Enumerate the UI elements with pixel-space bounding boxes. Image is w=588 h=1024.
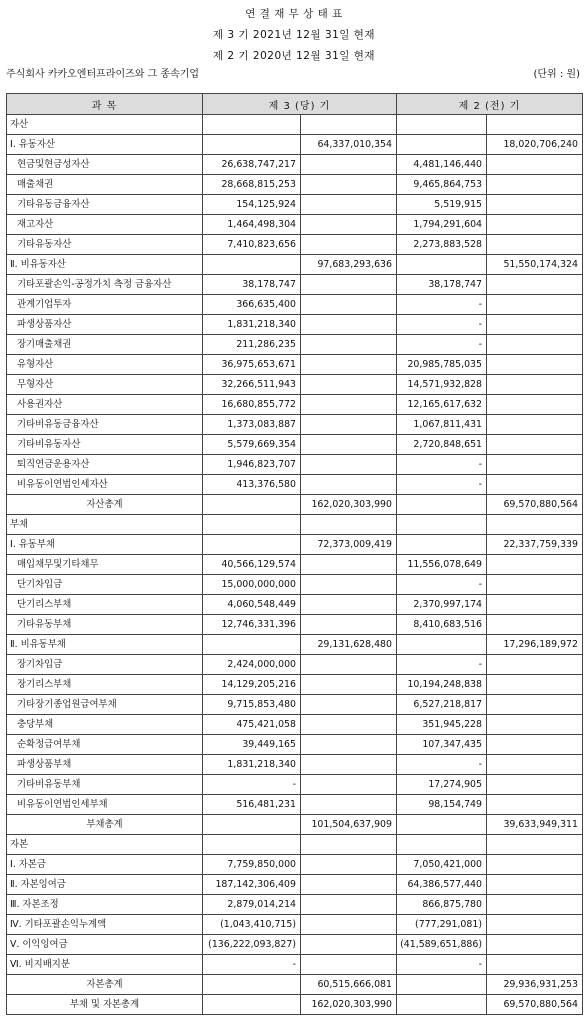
prior-total-amount: 51,550,174,324 (487, 255, 583, 275)
prior-total-amount (487, 115, 583, 135)
table-row (7, 535, 583, 555)
current-total-amount (301, 235, 397, 255)
prior-total-amount: 69,570,880,564 (487, 495, 583, 515)
current-total-amount: 64,337,010,354 (301, 135, 397, 155)
prior-detail-amount: - (397, 335, 487, 355)
current-detail-amount: 154,125,924 (203, 195, 301, 215)
account-label: 부채 및 자본총계 (7, 995, 203, 1015)
account-label: 비유동이연법인세자산 (7, 475, 203, 495)
account-label: 기타유동부채 (7, 615, 203, 635)
account-label: Ⅱ. 비유동부채 (7, 635, 203, 655)
table-row (7, 255, 583, 275)
account-label: 기타비유동자산 (7, 435, 203, 455)
table-row (7, 215, 583, 235)
prior-total-amount (487, 675, 583, 695)
account-label: 충당부채 (7, 715, 203, 735)
prior-total-amount: 22,337,759,339 (487, 535, 583, 555)
current-detail-amount: 366,635,400 (203, 295, 301, 315)
current-detail-amount: 39,449,165 (203, 735, 301, 755)
prior-detail-amount: 2,370,997,174 (397, 595, 487, 615)
table-row (7, 135, 583, 155)
header-account: 과 목 (7, 94, 203, 115)
current-total-amount (301, 315, 397, 335)
prior-total-amount (487, 595, 583, 615)
current-detail-amount: 187,142,306,409 (203, 875, 301, 895)
table-row (7, 955, 583, 975)
current-total-amount (301, 955, 397, 975)
table-header-row (7, 94, 583, 115)
current-total-amount: 162,020,303,990 (301, 495, 397, 515)
table-row (7, 175, 583, 195)
prior-detail-amount: 98,154,749 (397, 795, 487, 815)
table-row (7, 495, 583, 515)
period-current: 제 3 기 2021년 12월 31일 현재 (212, 29, 376, 41)
account-label: 자본총계 (7, 975, 203, 995)
prior-detail-amount (397, 255, 487, 275)
prior-total-amount (487, 355, 583, 375)
prior-total-amount (487, 475, 583, 495)
current-detail-amount: 475,421,058 (203, 715, 301, 735)
current-detail-amount (203, 535, 301, 555)
account-label: 현금및현금성자산 (7, 155, 203, 175)
prior-total-amount (487, 395, 583, 415)
account-label: 유형자산 (7, 355, 203, 375)
prior-detail-amount: - (397, 295, 487, 315)
table-row (7, 315, 583, 335)
prior-total-amount (487, 795, 583, 815)
current-detail-amount (203, 135, 301, 155)
prior-total-amount (487, 235, 583, 255)
account-label: 순확정급여부채 (7, 735, 203, 755)
current-total-amount (301, 195, 397, 215)
account-label: 매출채권 (7, 175, 203, 195)
prior-total-amount (487, 915, 583, 935)
account-label: Ⅲ. 자본조정 (7, 895, 203, 915)
table-row (7, 655, 583, 675)
current-total-amount (301, 415, 397, 435)
account-label: 비유동이연법인세부채 (7, 795, 203, 815)
prior-detail-amount: 6,527,218,817 (397, 695, 487, 715)
prior-detail-amount: 5,519,915 (397, 195, 487, 215)
table-row (7, 995, 583, 1015)
prior-detail-amount: 866,875,780 (397, 895, 487, 915)
current-total-amount (301, 215, 397, 235)
current-detail-amount: 2,424,000,000 (203, 655, 301, 675)
current-total-amount (301, 355, 397, 375)
account-label: 자본 (7, 835, 203, 855)
prior-detail-amount: (41,589,651,886) (397, 935, 487, 955)
current-detail-amount: 15,000,000,000 (203, 575, 301, 595)
table-row (7, 415, 583, 435)
prior-total-amount (487, 735, 583, 755)
table-body (7, 115, 583, 1015)
current-detail-amount (203, 995, 301, 1015)
unit-label: (단위 : 원) (533, 69, 580, 80)
prior-detail-amount: - (397, 755, 487, 775)
table-row (7, 895, 583, 915)
current-total-amount (301, 115, 397, 135)
current-detail-amount: 2,879,014,214 (203, 895, 301, 915)
table-row (7, 915, 583, 935)
current-total-amount (301, 755, 397, 775)
table-row (7, 975, 583, 995)
prior-total-amount (487, 435, 583, 455)
current-detail-amount (203, 495, 301, 515)
current-detail-amount: 413,376,580 (203, 475, 301, 495)
prior-detail-amount: 11,556,078,649 (397, 555, 487, 575)
current-total-amount (301, 275, 397, 295)
table-row (7, 195, 583, 215)
table-row (7, 575, 583, 595)
prior-detail-amount (397, 115, 487, 135)
prior-detail-amount: 8,410,683,516 (397, 615, 487, 635)
account-label: Ⅰ. 자본금 (7, 855, 203, 875)
prior-total-amount (487, 215, 583, 235)
company-name: 주식회사 카카오엔터프라이즈와 그 종속기업 (6, 69, 200, 80)
current-detail-amount (203, 975, 301, 995)
account-label: Ⅴ. 이익잉여금 (7, 935, 203, 955)
table-row (7, 595, 583, 615)
table-row (7, 335, 583, 355)
prior-total-amount: 29,936,931,253 (487, 975, 583, 995)
current-total-amount: 72,373,009,419 (301, 535, 397, 555)
prior-total-amount (487, 775, 583, 795)
account-label: 관계기업투자 (7, 295, 203, 315)
current-detail-amount (203, 835, 301, 855)
current-total-amount (301, 835, 397, 855)
table-row (7, 755, 583, 775)
prior-detail-amount (397, 135, 487, 155)
account-label: 기타장기종업원급여부채 (7, 695, 203, 715)
header-prior-period: 제 2 (전) 기 (397, 94, 583, 115)
current-total-amount (301, 615, 397, 635)
table-row (7, 155, 583, 175)
table-row (7, 775, 583, 795)
prior-total-amount (487, 755, 583, 775)
account-label: 기타유동금융자산 (7, 195, 203, 215)
table-row (7, 715, 583, 735)
prior-total-amount (487, 695, 583, 715)
prior-detail-amount: 2,720,848,651 (397, 435, 487, 455)
current-detail-amount: 32,266,511,943 (203, 375, 301, 395)
account-label: 단기차입금 (7, 575, 203, 595)
account-label: 재고자산 (7, 215, 203, 235)
prior-total-amount (487, 455, 583, 475)
current-total-amount: 97,683,293,636 (301, 255, 397, 275)
current-total-amount (301, 435, 397, 455)
prior-detail-amount (397, 975, 487, 995)
current-detail-amount: 7,410,823,656 (203, 235, 301, 255)
current-detail-amount: (136,222,093,827) (203, 935, 301, 955)
current-detail-amount: 26,638,747,217 (203, 155, 301, 175)
prior-detail-amount: 7,050,421,000 (397, 855, 487, 875)
account-label: Ⅰ. 유동자산 (7, 135, 203, 155)
prior-detail-amount: - (397, 955, 487, 975)
table-row (7, 695, 583, 715)
account-label: 파생상품부채 (7, 755, 203, 775)
table-row (7, 295, 583, 315)
prior-total-amount (487, 515, 583, 535)
account-label: 자산총계 (7, 495, 203, 515)
current-detail-amount: 516,481,231 (203, 795, 301, 815)
statement-title: 연 결 재 무 상 태 표 (245, 8, 343, 20)
account-label: 부채 (7, 515, 203, 535)
prior-detail-amount: 351,945,228 (397, 715, 487, 735)
current-total-amount (301, 175, 397, 195)
period-prior: 제 2 기 2020년 12월 31일 현재 (212, 50, 376, 62)
prior-total-amount (487, 895, 583, 915)
prior-total-amount (487, 415, 583, 435)
current-detail-amount (203, 255, 301, 275)
current-total-amount (301, 335, 397, 355)
current-total-amount (301, 395, 397, 415)
prior-detail-amount (397, 495, 487, 515)
prior-detail-amount: 2,273,883,528 (397, 235, 487, 255)
account-label: 사용권자산 (7, 395, 203, 415)
prior-detail-amount: - (397, 655, 487, 675)
table-row (7, 555, 583, 575)
current-detail-amount: 211,286,235 (203, 335, 301, 355)
table-row (7, 735, 583, 755)
current-detail-amount: 38,178,747 (203, 275, 301, 295)
current-total-amount (301, 575, 397, 595)
table-row (7, 875, 583, 895)
prior-total-amount: 69,570,880,564 (487, 995, 583, 1015)
prior-total-amount (487, 935, 583, 955)
prior-detail-amount: 64,386,577,440 (397, 875, 487, 895)
prior-total-amount (487, 375, 583, 395)
current-detail-amount: 9,715,853,480 (203, 695, 301, 715)
current-total-amount (301, 935, 397, 955)
current-total-amount (301, 795, 397, 815)
prior-detail-amount: - (397, 575, 487, 595)
current-detail-amount (203, 115, 301, 135)
current-detail-amount (203, 815, 301, 835)
account-label: 장기매출채권 (7, 335, 203, 355)
current-total-amount (301, 875, 397, 895)
table-row (7, 355, 583, 375)
current-detail-amount: - (203, 955, 301, 975)
current-detail-amount: (1,043,410,715) (203, 915, 301, 935)
balance-sheet-table (6, 93, 583, 1015)
account-label: 장기차입금 (7, 655, 203, 675)
current-total-amount: 101,504,637,909 (301, 815, 397, 835)
prior-total-amount (487, 615, 583, 635)
current-detail-amount: 12,746,331,396 (203, 615, 301, 635)
current-total-amount (301, 595, 397, 615)
current-detail-amount: 4,060,548,449 (203, 595, 301, 615)
account-label: 파생상품자산 (7, 315, 203, 335)
account-label: 퇴직연금운용자산 (7, 455, 203, 475)
prior-detail-amount (397, 995, 487, 1015)
prior-total-amount (487, 275, 583, 295)
account-label: Ⅵ. 비지배지분 (7, 955, 203, 975)
prior-detail-amount: 4,481,146,440 (397, 155, 487, 175)
prior-detail-amount: 12,165,617,632 (397, 395, 487, 415)
prior-detail-amount (397, 535, 487, 555)
prior-total-amount (487, 295, 583, 315)
prior-detail-amount: 1,067,811,431 (397, 415, 487, 435)
current-detail-amount (203, 515, 301, 535)
table-row (7, 115, 583, 135)
account-label: 기타유동자산 (7, 235, 203, 255)
prior-total-amount (487, 875, 583, 895)
current-detail-amount: 16,680,855,772 (203, 395, 301, 415)
table-row (7, 855, 583, 875)
prior-detail-amount: 17,274,905 (397, 775, 487, 795)
table-row (7, 835, 583, 855)
current-detail-amount: 7,759,850,000 (203, 855, 301, 875)
account-label: 장기리스부채 (7, 675, 203, 695)
table-row (7, 235, 583, 255)
current-detail-amount: - (203, 775, 301, 795)
current-detail-amount: 40,566,129,574 (203, 555, 301, 575)
table-row (7, 375, 583, 395)
prior-total-amount: 39,633,949,311 (487, 815, 583, 835)
prior-detail-amount (397, 815, 487, 835)
current-total-amount (301, 455, 397, 475)
prior-total-amount: 18,020,706,240 (487, 135, 583, 155)
current-detail-amount: 14,129,205,216 (203, 675, 301, 695)
prior-detail-amount: - (397, 455, 487, 475)
prior-detail-amount: - (397, 315, 487, 335)
prior-total-amount (487, 555, 583, 575)
current-total-amount (301, 735, 397, 755)
prior-detail-amount: 10,194,248,838 (397, 675, 487, 695)
prior-total-amount (487, 155, 583, 175)
account-label: 기타포괄손익-공정가치 측정 금융자산 (7, 275, 203, 295)
table-row (7, 275, 583, 295)
account-label: Ⅱ. 자본잉여금 (7, 875, 203, 895)
current-total-amount (301, 695, 397, 715)
table-row (7, 615, 583, 635)
current-total-amount (301, 515, 397, 535)
prior-detail-amount: 9,465,864,753 (397, 175, 487, 195)
prior-detail-amount: 20,985,785,035 (397, 355, 487, 375)
current-detail-amount: 1,831,218,340 (203, 315, 301, 335)
account-label: 매입채무및기타채무 (7, 555, 203, 575)
prior-detail-amount: - (397, 475, 487, 495)
current-total-amount (301, 915, 397, 935)
prior-total-amount (487, 855, 583, 875)
current-detail-amount: 1,464,498,304 (203, 215, 301, 235)
current-total-amount: 60,515,666,081 (301, 975, 397, 995)
prior-total-amount (487, 955, 583, 975)
prior-detail-amount: 107,347,435 (397, 735, 487, 755)
table-row (7, 435, 583, 455)
prior-detail-amount: 1,794,291,604 (397, 215, 487, 235)
current-detail-amount: 5,579,669,354 (203, 435, 301, 455)
prior-total-amount (487, 315, 583, 335)
prior-detail-amount (397, 515, 487, 535)
current-total-amount (301, 715, 397, 735)
current-total-amount: 29,131,628,480 (301, 635, 397, 655)
prior-detail-amount: (777,291,081) (397, 915, 487, 935)
table-row (7, 675, 583, 695)
header-current-period: 제 3 (당) 기 (203, 94, 397, 115)
current-detail-amount (203, 635, 301, 655)
prior-total-amount (487, 835, 583, 855)
current-total-amount (301, 675, 397, 695)
current-detail-amount: 1,946,823,707 (203, 455, 301, 475)
table-row (7, 795, 583, 815)
prior-total-amount: 17,296,189,972 (487, 635, 583, 655)
prior-detail-amount (397, 835, 487, 855)
table-row (7, 815, 583, 835)
current-total-amount (301, 475, 397, 495)
current-total-amount (301, 775, 397, 795)
prior-total-amount (487, 335, 583, 355)
current-detail-amount: 1,831,218,340 (203, 755, 301, 775)
account-label: 기타비유동부채 (7, 775, 203, 795)
current-total-amount: 162,020,303,990 (301, 995, 397, 1015)
account-label: Ⅰ. 유동부채 (7, 535, 203, 555)
current-total-amount (301, 555, 397, 575)
current-total-amount (301, 655, 397, 675)
current-detail-amount: 28,668,815,253 (203, 175, 301, 195)
table-row (7, 475, 583, 495)
account-label: Ⅳ. 기타포괄손익누계액 (7, 915, 203, 935)
account-label: Ⅱ. 비유동자산 (7, 255, 203, 275)
prior-detail-amount: 38,178,747 (397, 275, 487, 295)
prior-total-amount (487, 715, 583, 735)
table-row (7, 935, 583, 955)
current-detail-amount: 36,975,653,671 (203, 355, 301, 375)
current-detail-amount: 1,373,083,887 (203, 415, 301, 435)
account-label: 무형자산 (7, 375, 203, 395)
table-row (7, 455, 583, 475)
current-total-amount (301, 295, 397, 315)
prior-detail-amount (397, 635, 487, 655)
current-total-amount (301, 895, 397, 915)
account-label: 기타비유동금융자산 (7, 415, 203, 435)
account-label: 부채총계 (7, 815, 203, 835)
account-label: 단기리스부채 (7, 595, 203, 615)
table-row (7, 515, 583, 535)
current-total-amount (301, 855, 397, 875)
table-row (7, 395, 583, 415)
prior-total-amount (487, 175, 583, 195)
prior-total-amount (487, 575, 583, 595)
current-total-amount (301, 375, 397, 395)
prior-detail-amount: 14,571,932,828 (397, 375, 487, 395)
current-total-amount (301, 155, 397, 175)
prior-total-amount (487, 195, 583, 215)
prior-total-amount (487, 655, 583, 675)
table-row (7, 635, 583, 655)
account-label: 자산 (7, 115, 203, 135)
